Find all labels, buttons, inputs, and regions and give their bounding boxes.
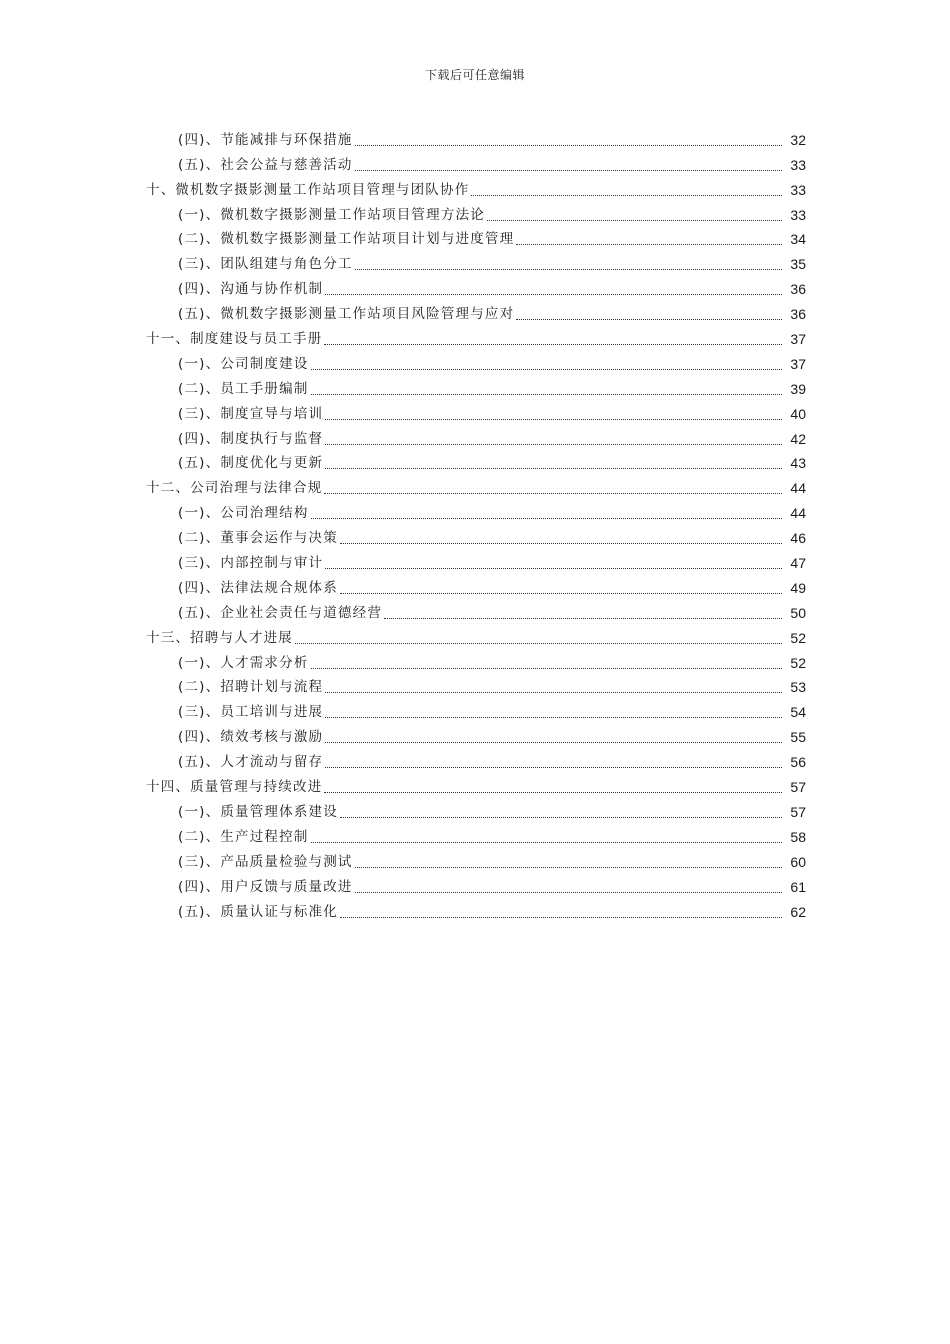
toc-section-entry[interactable] bbox=[0, 848, 950, 873]
toc-entry-label[interactable]: (一)、公司制度建设 bbox=[178, 355, 309, 372]
toc-dot-leader bbox=[325, 741, 782, 743]
toc-dot-leader bbox=[384, 617, 782, 619]
toc-dot-leader bbox=[295, 642, 782, 644]
toc-section-entry[interactable] bbox=[0, 400, 950, 425]
toc-section-entry[interactable] bbox=[0, 275, 950, 300]
toc-entry-label[interactable]: (四)、用户反馈与质量改进 bbox=[178, 878, 353, 895]
toc-dot-leader bbox=[340, 542, 782, 544]
toc-entry-label[interactable]: (二)、董事会运作与决策 bbox=[178, 530, 338, 547]
toc-section-entry[interactable] bbox=[0, 599, 950, 624]
toc-page-number[interactable]: 46 bbox=[790, 530, 806, 547]
toc-dot-leader bbox=[471, 194, 782, 196]
toc-dot-leader bbox=[355, 144, 782, 146]
toc-page-number[interactable]: 53 bbox=[790, 679, 806, 696]
toc-entry-label[interactable]: 十二、公司治理与法律合规 bbox=[146, 480, 323, 497]
toc-section-entry[interactable] bbox=[0, 450, 950, 475]
toc-page-number[interactable]: 47 bbox=[790, 555, 806, 572]
toc-section-entry[interactable] bbox=[0, 898, 950, 923]
page-header: 下载后可任意编辑 bbox=[424, 68, 525, 82]
toc-dot-leader bbox=[355, 268, 782, 270]
toc-page-number[interactable]: 33 bbox=[790, 181, 806, 198]
toc-section-entry[interactable] bbox=[0, 674, 950, 699]
toc-page-number[interactable]: 33 bbox=[790, 206, 806, 223]
toc-dot-leader bbox=[325, 418, 782, 420]
toc-section-entry[interactable] bbox=[0, 524, 950, 549]
toc-page-number[interactable]: 36 bbox=[790, 281, 806, 298]
toc-dot-leader bbox=[324, 492, 782, 494]
toc-dot-leader bbox=[311, 368, 782, 370]
toc-dot-leader bbox=[325, 467, 782, 469]
toc-entry-label[interactable]: (二)、生产过程控制 bbox=[178, 828, 309, 845]
toc-dot-leader bbox=[325, 443, 782, 445]
toc-section-entry[interactable] bbox=[0, 873, 950, 898]
toc-dot-leader bbox=[340, 592, 782, 594]
toc-section-entry[interactable] bbox=[0, 425, 950, 450]
toc-page-number[interactable]: 39 bbox=[790, 380, 806, 397]
toc-dot-leader bbox=[325, 567, 782, 569]
toc-section-entry[interactable] bbox=[0, 823, 950, 848]
toc-chapter-entry[interactable] bbox=[0, 474, 950, 499]
toc-chapter-entry[interactable] bbox=[0, 773, 950, 798]
toc-dot-leader bbox=[355, 866, 782, 868]
toc-entry-label[interactable]: (四)、制度执行与监督 bbox=[178, 430, 324, 447]
toc-page-number[interactable]: 36 bbox=[790, 306, 806, 323]
toc-page-number[interactable]: 42 bbox=[790, 430, 806, 447]
toc-page-number[interactable]: 52 bbox=[790, 654, 806, 671]
toc-section-entry[interactable] bbox=[0, 126, 950, 151]
toc-section-entry[interactable] bbox=[0, 250, 950, 275]
toc-entry-label[interactable]: (四)、法律法规合规体系 bbox=[178, 579, 338, 596]
toc-entry-label[interactable]: (一)、微机数字摄影测量工作站项目管理方法论 bbox=[178, 206, 485, 223]
toc-page-number[interactable]: 34 bbox=[790, 231, 806, 248]
toc-page-number[interactable]: 35 bbox=[790, 256, 806, 273]
toc-entry-label[interactable]: (四)、节能减排与环保措施 bbox=[178, 131, 353, 148]
toc-section-entry[interactable] bbox=[0, 201, 950, 226]
toc-section-entry[interactable] bbox=[0, 574, 950, 599]
toc-page-number[interactable]: 55 bbox=[790, 729, 806, 746]
toc-entry-label[interactable]: 十四、质量管理与持续改进 bbox=[146, 779, 323, 796]
toc-page-number[interactable]: 58 bbox=[790, 828, 806, 845]
toc-section-entry[interactable] bbox=[0, 375, 950, 400]
toc-entry-label[interactable]: (五)、微机数字摄影测量工作站项目风险管理与应对 bbox=[178, 306, 515, 323]
toc-entry-label[interactable]: (五)、社会公益与慈善活动 bbox=[178, 156, 353, 173]
toc-page-number[interactable]: 54 bbox=[790, 704, 806, 721]
toc-section-entry[interactable] bbox=[0, 151, 950, 176]
toc-page-number[interactable]: 56 bbox=[790, 754, 806, 771]
toc-entry-label[interactable]: (三)、团队组建与角色分工 bbox=[178, 256, 353, 273]
toc-page-number[interactable]: 44 bbox=[790, 480, 806, 497]
toc-dot-leader bbox=[340, 916, 782, 918]
toc-dot-leader bbox=[311, 667, 782, 669]
toc-dot-leader bbox=[311, 517, 782, 519]
toc-entry-label[interactable]: (三)、制度宣导与培训 bbox=[178, 405, 324, 422]
toc-page-number[interactable]: 50 bbox=[790, 604, 806, 621]
toc-page-number[interactable]: 57 bbox=[790, 803, 806, 820]
table-of-contents bbox=[0, 126, 950, 923]
toc-dot-leader bbox=[516, 318, 782, 320]
toc-chapter-entry[interactable] bbox=[0, 624, 950, 649]
toc-page-number[interactable]: 52 bbox=[790, 629, 806, 646]
toc-page-number[interactable]: 32 bbox=[790, 131, 806, 148]
toc-dot-leader bbox=[516, 243, 782, 245]
toc-page-number[interactable]: 57 bbox=[790, 779, 806, 796]
toc-entry-label[interactable]: (五)、人才流动与留存 bbox=[178, 754, 324, 771]
toc-entry-label[interactable]: (五)、质量认证与标准化 bbox=[178, 903, 338, 920]
toc-dot-leader bbox=[311, 393, 782, 395]
toc-dot-leader bbox=[325, 691, 782, 693]
toc-dot-leader bbox=[487, 219, 782, 221]
toc-page-number[interactable]: 49 bbox=[790, 579, 806, 596]
toc-entry-label[interactable]: (一)、公司治理结构 bbox=[178, 505, 309, 522]
toc-entry-label[interactable]: 十一、制度建设与员工手册 bbox=[146, 331, 323, 348]
toc-entry-label[interactable]: (二)、招聘计划与流程 bbox=[178, 679, 324, 696]
toc-page-number[interactable]: 60 bbox=[790, 853, 806, 870]
toc-section-entry[interactable] bbox=[0, 698, 950, 723]
toc-section-entry[interactable] bbox=[0, 226, 950, 251]
toc-entry-label[interactable]: 十三、招聘与人才进展 bbox=[146, 629, 293, 646]
toc-section-entry[interactable] bbox=[0, 350, 950, 375]
toc-page-number[interactable]: 43 bbox=[790, 455, 806, 472]
toc-dot-leader bbox=[311, 841, 782, 843]
toc-section-entry[interactable] bbox=[0, 798, 950, 823]
toc-entry-label[interactable]: (三)、内部控制与审计 bbox=[178, 555, 324, 572]
toc-section-entry[interactable] bbox=[0, 723, 950, 748]
toc-chapter-entry[interactable] bbox=[0, 325, 950, 350]
toc-entry-label[interactable]: 十、微机数字摄影测量工作站项目管理与团队协作 bbox=[146, 181, 470, 198]
toc-section-entry[interactable] bbox=[0, 748, 950, 773]
toc-page-number[interactable]: 61 bbox=[790, 878, 806, 895]
toc-dot-leader bbox=[324, 791, 782, 793]
toc-entry-label[interactable]: (二)、微机数字摄影测量工作站项目计划与进度管理 bbox=[178, 231, 515, 248]
toc-page-number[interactable]: 37 bbox=[790, 331, 806, 348]
toc-entry-label[interactable]: (五)、制度优化与更新 bbox=[178, 455, 324, 472]
toc-dot-leader bbox=[355, 891, 782, 893]
toc-entry-label[interactable]: (四)、绩效考核与激励 bbox=[178, 729, 324, 746]
toc-entry-label[interactable]: (一)、质量管理体系建设 bbox=[178, 803, 338, 820]
toc-dot-leader bbox=[325, 766, 782, 768]
toc-page-number[interactable]: 40 bbox=[790, 405, 806, 422]
toc-page-number[interactable]: 62 bbox=[790, 903, 806, 920]
toc-section-entry[interactable] bbox=[0, 499, 950, 524]
toc-chapter-entry[interactable] bbox=[0, 176, 950, 201]
toc-entry-label[interactable]: (三)、产品质量检验与测试 bbox=[178, 853, 353, 870]
toc-dot-leader bbox=[325, 716, 782, 718]
toc-entry-label[interactable]: (三)、员工培训与进展 bbox=[178, 704, 324, 721]
toc-dot-leader bbox=[340, 816, 782, 818]
toc-page-number[interactable]: 33 bbox=[790, 156, 806, 173]
toc-page-number[interactable]: 44 bbox=[790, 505, 806, 522]
toc-entry-label[interactable]: (二)、员工手册编制 bbox=[178, 380, 309, 397]
toc-dot-leader bbox=[324, 343, 782, 345]
toc-entry-label[interactable]: (五)、企业社会责任与道德经营 bbox=[178, 604, 383, 621]
toc-page-number[interactable]: 37 bbox=[790, 355, 806, 372]
toc-dot-leader bbox=[325, 293, 782, 295]
toc-entry-label[interactable]: (四)、沟通与协作机制 bbox=[178, 281, 324, 298]
toc-dot-leader bbox=[355, 169, 782, 171]
toc-section-entry[interactable] bbox=[0, 649, 950, 674]
toc-entry-label[interactable]: (一)、人才需求分析 bbox=[178, 654, 309, 671]
toc-section-entry[interactable] bbox=[0, 300, 950, 325]
toc-section-entry[interactable] bbox=[0, 549, 950, 574]
